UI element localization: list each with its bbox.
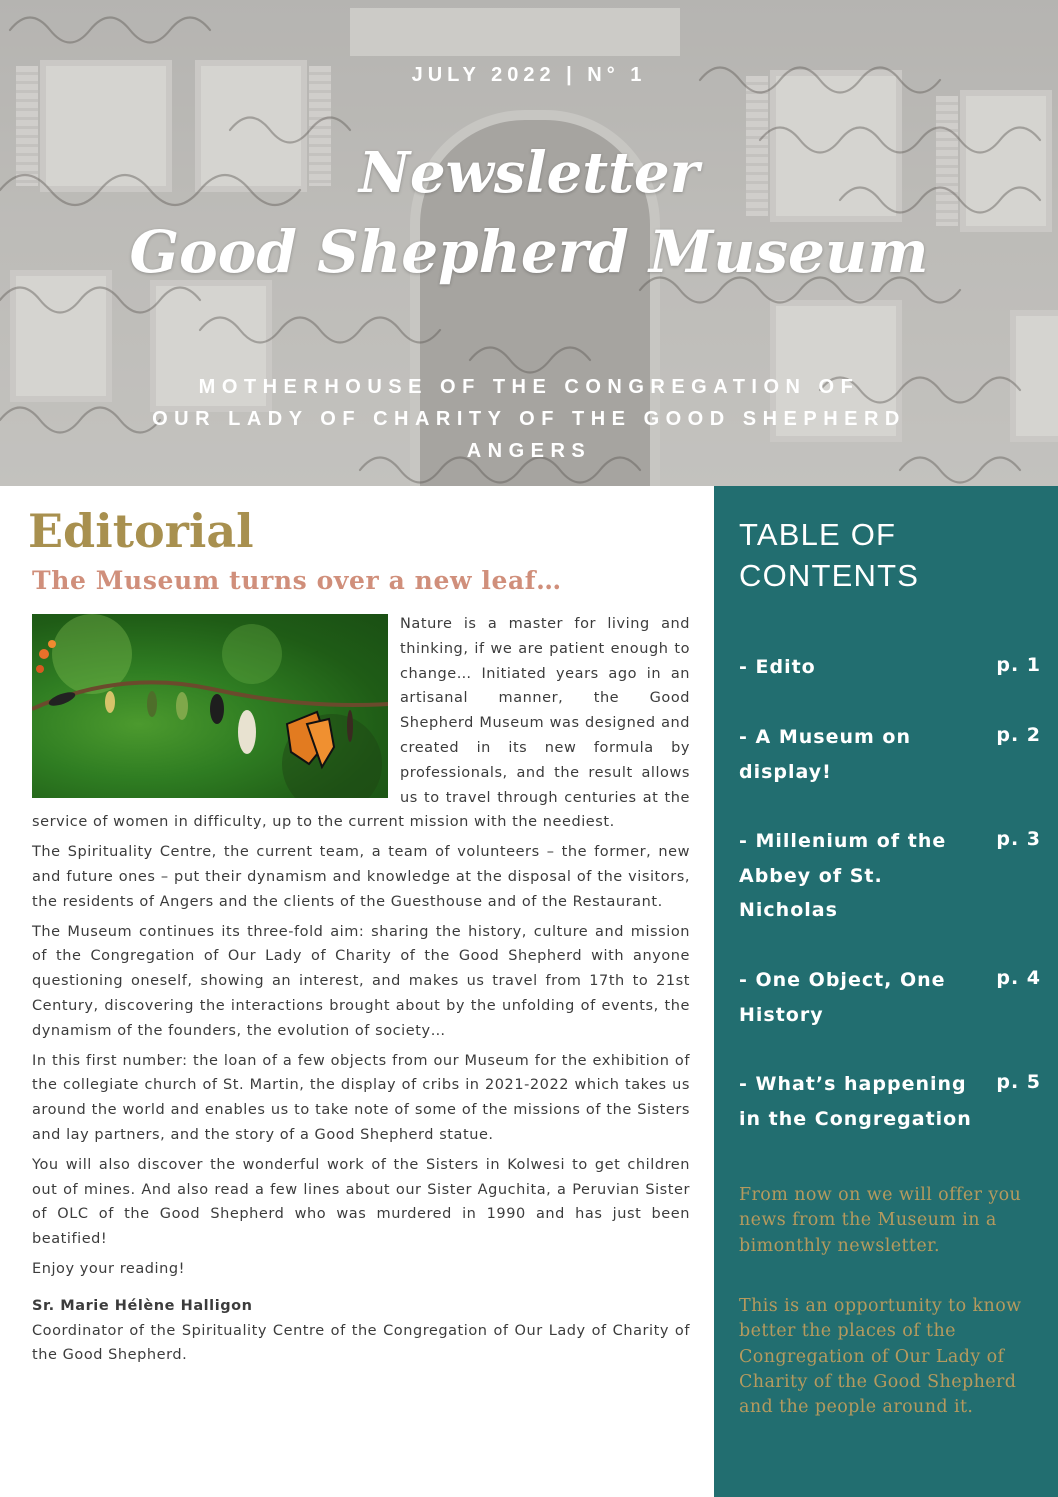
- toc-heading-line: TABLE OF: [739, 517, 897, 552]
- toc-item-millenium[interactable]: [739, 824, 1057, 928]
- toc-item-one-object[interactable]: [739, 963, 1057, 1032]
- hero-subtitle-line: MOTHERHOUSE OF THE CONGREGATION OF: [198, 376, 860, 398]
- toc-item-museum-on-display[interactable]: [739, 720, 1057, 789]
- toc-item-congregation[interactable]: [739, 1067, 1057, 1136]
- sidebar-note: This is an opportunity to know better the places of the Congregation of Our Lady of Charity of the Good Shepherd and the people around it.: [739, 1296, 1022, 1418]
- signature-name: Sr. Marie Hélène Halligon: [32, 1297, 253, 1314]
- toc-item-label: - Millenium of the Abbey of St. Nicholas: [739, 830, 947, 921]
- toc-item-page: p. 3: [996, 828, 1041, 850]
- hero-banner: [0, 0, 1058, 486]
- newsletter-title: Newsletter: [358, 140, 700, 206]
- article-paragraph: Nature is a master for living and thinking, if we are patient enough to change… Initiated years ago in an artisanal manner, the Good Shepherd Museum was designed and created in its new formula by professionals, and the result allows us to travel through centuries at the service of women in difficulty, up to the current mission with the neediest.: [32, 616, 690, 831]
- toc-heading-line: CONTENTS: [739, 558, 920, 593]
- article-paragraph: The Museum continues its three-fold aim: sharing the history, culture and mission of the Congregation of Our Lady of Charity of the Good Shepherd with anyone questioning oneself, showing an interest, and makes us travel from 17th to 21st Century, discovering the interactions brought about by the unfolding of events, the dynamism of the founders, the evolution of society…: [32, 923, 690, 1039]
- issue-date: JULY 2022 | N° 1: [411, 64, 647, 86]
- butterfly-chrysalis-photo: [32, 614, 388, 798]
- toc-item-page: p. 2: [996, 724, 1041, 746]
- article-paragraph: The Spirituality Centre, the current team, a team of volunteers – the former, new and future ones – put their dynamism and knowledge at the disposal of the visitors, the residents of Angers and the clients of the Guesthouse and of the Restaurant.: [32, 844, 690, 910]
- editorial-subheading: The Museum turns over a new leaf…: [32, 566, 562, 595]
- sidebar-note: From now on we will offer you news from the Museum in a bimonthly newsletter.: [739, 1185, 1022, 1256]
- toc-item-label: - A Museum on display!: [739, 726, 911, 783]
- museum-title: Good Shepherd Museum: [129, 218, 929, 286]
- hero-subtitle-line: OUR LADY OF CHARITY OF THE GOOD SHEPHERD: [152, 408, 906, 430]
- toc-item-page: p. 5: [996, 1071, 1041, 1093]
- toc-item-page: p. 4: [996, 967, 1041, 989]
- toc-item-label: - What’s happening in the Congregation: [739, 1073, 972, 1130]
- toc-item-page: p. 1: [996, 654, 1041, 676]
- table-of-contents-panel: [714, 486, 1058, 1497]
- toc-item-edito[interactable]: [739, 650, 1057, 685]
- toc-heading: [739, 514, 1039, 596]
- toc-item-label: - One Object, One History: [739, 969, 946, 1026]
- toc-item-label: - Edito: [739, 656, 816, 678]
- editorial-article: [32, 612, 690, 1373]
- editorial-heading: Editorial: [28, 504, 254, 558]
- article-paragraph: Enjoy your reading!: [32, 1260, 185, 1277]
- hero-subtitle-line: ANGERS: [466, 440, 592, 462]
- signature-role: Coordinator of the Spirituality Centre of the Congregation of Our Lady of Charity of the Good Shepherd.: [32, 1322, 690, 1364]
- article-paragraph: You will also discover the wonderful work of the Sisters in Kolwesi to get children out of mines. And also read a few lines about our Sister Aguchita, a Peruvian Sister of OLC of the Good Shepherd who was murdered in 1990 and has just been beatified!: [32, 1156, 690, 1248]
- article-paragraph: In this first number: the loan of a few objects from our Museum for the exhibition of the collegiate church of St. Martin, the display of cribs in 2021-2022 which takes us around the world and enables us to take note of some of the missions of the Sisters and lay partners, and the story of a Good Shepherd statue.: [32, 1052, 690, 1143]
